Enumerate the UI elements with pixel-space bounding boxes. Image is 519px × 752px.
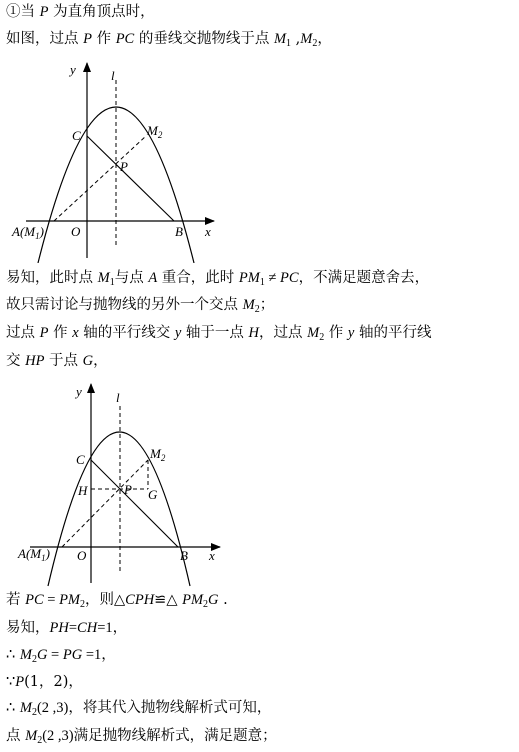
text-line-7: 若 PC = $PM_2$，则△CPH≌△ $PM_2G$ . (6, 592, 228, 610)
label-c: C (72, 128, 81, 143)
text-line-9: ∴ $M_2G$ = PG =1， (6, 647, 116, 665)
label-y: y (76, 384, 82, 399)
label-x: x (209, 548, 215, 563)
label-c: C (76, 452, 85, 467)
label-x: x (205, 224, 211, 239)
label-o: O (77, 548, 87, 563)
text-line-10: ∵P(1，2)， (6, 674, 83, 690)
figure-2-parabola (0, 378, 240, 590)
label-y: y (70, 62, 76, 77)
text-line-12: 点 $M_2(2$ ,3)满足抛物线解析式，满足题意； (6, 728, 277, 746)
segment-cb (87, 136, 174, 221)
label-b: B (175, 224, 183, 239)
text-line-1: ①当 P 为直角顶点时， (6, 4, 155, 20)
label-l: l (111, 68, 115, 83)
label-m2: $M_2$ (147, 123, 163, 140)
label-o: O (71, 224, 81, 239)
label-g: G (148, 487, 158, 502)
segment-cb (91, 460, 178, 547)
label-b: B (180, 548, 188, 563)
text-line-11: ∴ $M_2(2$ ,3)，将其代入抛物线解析式可知， (6, 700, 272, 718)
label-p: P (120, 159, 128, 174)
text-line-6: 交 HP 于点 G， (6, 353, 108, 369)
text-line-2: 如图，过点 P 作 PC 的垂线交抛物线于点 $M_1$ $,M_2$， (6, 31, 332, 49)
text-line-5: 过点 P 作 x 轴的平行线交 y 轴于一点 H，过点 $M_2$ 作 y 轴的平行线 (6, 325, 432, 343)
label-a: $A(M_1)$ (12, 224, 44, 241)
text-line-4: 故只需讨论与抛物线的另外一个交点 $M_2$； (6, 297, 275, 315)
figure-1-parabola (0, 58, 240, 263)
parabola-curve (48, 432, 190, 586)
label-l: l (116, 390, 120, 405)
label-h: H (78, 483, 88, 498)
label-a: $A(M_1)$ (18, 546, 50, 563)
label-m2: $M_2$ (150, 446, 166, 463)
text-line-8: 易知，PH=CH=1， (6, 620, 128, 636)
text-line-3: 易知，此时点 $M_1$与点 A 重合，此时 $PM_1$ ≠ PC，不满足题意舍去， (6, 270, 430, 288)
label-p: P (124, 482, 132, 497)
